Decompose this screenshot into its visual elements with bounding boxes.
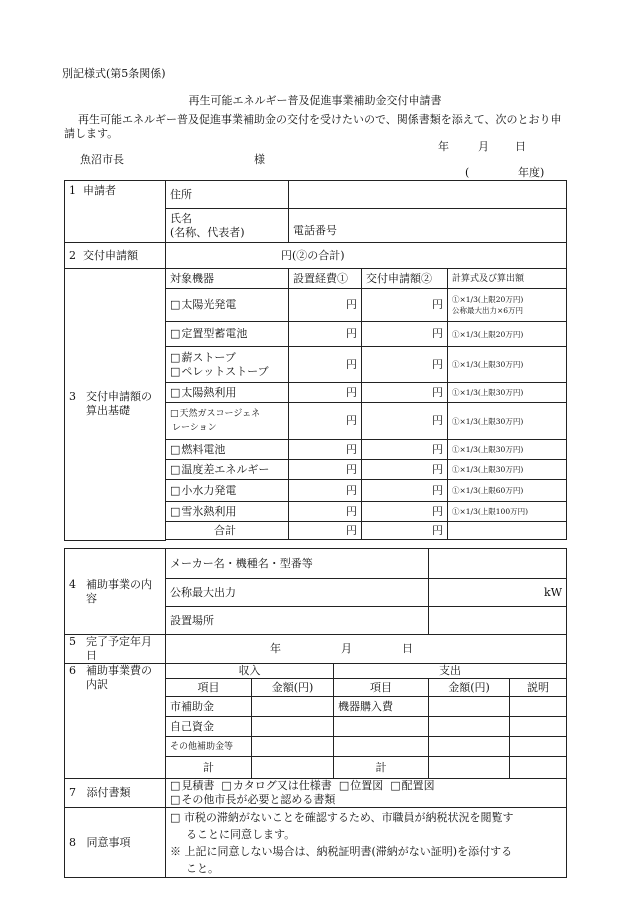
grant-cell[interactable]: 円 <box>362 440 448 460</box>
sec7-num: 7 <box>69 786 76 799</box>
consent-note-cont: こと。 <box>186 861 219 875</box>
sec1-label: 申請者 <box>83 184 116 197</box>
total-label: 合計 <box>166 522 289 540</box>
grant-cell[interactable]: 円 <box>362 502 448 522</box>
output-field[interactable]: kW <box>429 579 567 607</box>
sec6-label-cell <box>65 664 166 779</box>
grant-cell[interactable]: 円 <box>362 403 448 440</box>
total-calc-cell <box>448 522 567 540</box>
consent-note: ※ 上記に同意しない場合は、納税証明書(滞納がない証明)を添付する <box>170 844 513 858</box>
doc-layout-checkbox[interactable]: □ 配置図 <box>390 779 434 792</box>
equip-hydro[interactable]: □ 小水力発電 <box>166 480 289 502</box>
sec8-label-cell <box>65 808 166 878</box>
doc-catalog-checkbox[interactable]: □ カタログ又は仕様書 <box>221 779 331 792</box>
equip-battery[interactable]: □ 定置型蓄電池 <box>166 322 289 347</box>
fiscal-year-open: ( <box>465 166 470 179</box>
cost-cell[interactable]: 円 <box>289 289 362 322</box>
income-amount[interactable] <box>252 737 334 757</box>
equip-pellet-stove[interactable]: □ ペレットストーブ <box>170 365 288 379</box>
expense-note[interactable] <box>510 717 567 737</box>
addressee: 魚沼市長 <box>80 153 124 166</box>
expense-item: 機器購入費 <box>334 697 429 717</box>
sec1-num: 1 <box>69 184 76 197</box>
sec5-month: 月 <box>341 642 352 655</box>
col-equipment-header: 対象機器 <box>166 269 289 289</box>
total-grant-cell[interactable]: 円 <box>362 522 448 540</box>
application-table <box>64 180 567 541</box>
calc-battery: ①×1/3(上限20万円) <box>448 322 567 347</box>
maker-label: メーカー名・機種名・型番等 <box>166 549 429 579</box>
calc-snow-ice: ①×1/3(上限100万円) <box>448 502 567 522</box>
equip-solar-thermal[interactable]: □ 太陽熱利用 <box>166 383 289 403</box>
grant-cell[interactable]: 円 <box>362 289 448 322</box>
calc-stove: ①×1/3(上限30万円) <box>448 347 567 383</box>
sec5-day: 日 <box>402 642 413 655</box>
honorific: 様 <box>254 153 265 166</box>
grant-cell[interactable]: 円 <box>362 460 448 480</box>
sec3-num: 3 <box>69 390 76 404</box>
calc-solar-thermal: ①×1/3(上限30万円) <box>448 383 567 403</box>
sec5-label: 完了予定年月日 <box>86 635 152 662</box>
equip-temp-diff[interactable]: □ 温度差エネルギー <box>166 460 289 480</box>
income-item-header: 項目 <box>166 679 252 697</box>
grant-cell[interactable]: 円 <box>362 383 448 403</box>
sec1-label-cell <box>65 181 166 243</box>
sec5-num: 5 <box>69 635 76 648</box>
sec6-num: 6 <box>69 664 76 677</box>
expense-note-header: 説明 <box>510 679 567 697</box>
income-amount-header: 金額(円) <box>252 679 334 697</box>
calc-cogeneration: ①×1/3(上限30万円) <box>448 403 567 440</box>
grant-amount-field[interactable]: 円(②の合計) <box>166 243 567 269</box>
expense-total-note[interactable] <box>510 757 567 779</box>
income-header: 収入 <box>166 664 334 679</box>
sec3-label-cell <box>65 269 166 541</box>
consent-text-cont: ることに同意します。 <box>186 827 296 841</box>
expense-amount[interactable] <box>429 737 510 757</box>
calc-solar: ①×1/3(上限20万円) <box>452 295 524 304</box>
income-item: 自己資金 <box>166 717 252 737</box>
cost-cell[interactable]: 円 <box>289 383 362 403</box>
name-label: 氏名 (名称、代表者) <box>166 209 289 243</box>
fiscal-year: 年度) <box>518 166 545 179</box>
consent-checkbox-text[interactable]: □ 市税の滞納がないことを確認するため、市職員が納税状況を閲覧す <box>170 810 514 824</box>
expense-amount-header: 金額(円) <box>429 679 510 697</box>
completion-date-field[interactable] <box>166 635 567 664</box>
expense-note[interactable] <box>510 737 567 757</box>
sec4-label-cell <box>65 549 166 635</box>
calc-hydro: ①×1/3(上限60万円) <box>448 480 567 502</box>
income-total[interactable] <box>252 757 334 779</box>
income-total-label: 計 <box>166 757 252 779</box>
sec8-num: 8 <box>69 835 76 849</box>
cost-cell[interactable]: 円 <box>289 480 362 502</box>
calc-solar-2: 公称最大出力×6万円 <box>452 306 524 315</box>
page-title: 再生可能エネルギー普及促進事業補助金交付申請書 <box>188 94 442 107</box>
sec3-label: 交付申請額の算出基礎 <box>86 390 152 418</box>
total-cost-cell[interactable]: 円 <box>289 522 362 540</box>
location-field[interactable] <box>429 607 567 635</box>
grant-cell[interactable]: 円 <box>362 347 448 383</box>
income-item: 市補助金 <box>166 697 252 717</box>
expense-item-header: 項目 <box>334 679 429 697</box>
equip-snow-ice[interactable]: □ 雪氷熱利用 <box>166 502 289 522</box>
cost-cell[interactable]: 円 <box>289 460 362 480</box>
cost-cell[interactable]: 円 <box>289 440 362 460</box>
cost-cell[interactable]: 円 <box>289 403 362 440</box>
col-grant-header: 交付申請額② <box>362 269 448 289</box>
income-amount[interactable] <box>252 697 334 717</box>
doc-location-map-checkbox[interactable]: □ 位置図 <box>339 779 383 792</box>
expense-item[interactable] <box>334 717 429 737</box>
date-year: 年 <box>438 140 449 153</box>
sec5-year: 年 <box>270 642 281 655</box>
phone-label: 電話番号 <box>289 209 567 243</box>
equip-fuel-cell[interactable]: □ 燃料電池 <box>166 440 289 460</box>
col-calc-header: 計算式及び算出額 <box>448 269 567 289</box>
income-item: その他補助金等 <box>166 737 252 757</box>
expense-total[interactable] <box>429 757 510 779</box>
equip-solar[interactable]: □ 太陽光発電 <box>166 289 289 322</box>
output-label: 公称最大出力 <box>166 579 429 607</box>
expense-total-label: 計 <box>334 757 429 779</box>
date-month: 月 <box>478 140 489 153</box>
grant-cell[interactable]: 円 <box>362 480 448 502</box>
sec2-label: 交付申請額 <box>83 248 138 262</box>
sec6-label: 補助事業費の内訳 <box>86 664 152 691</box>
cost-cell[interactable]: 円 <box>289 322 362 347</box>
sec4-num: 4 <box>69 577 76 591</box>
address-field[interactable] <box>289 181 567 209</box>
grant-cell[interactable]: 円 <box>362 322 448 347</box>
sec2-label-cell <box>65 243 166 269</box>
cost-cell[interactable]: 円 <box>289 347 362 383</box>
sec7-label: 添付書類 <box>86 786 131 799</box>
col-cost-header: 設置経費① <box>289 269 362 289</box>
sec7-label-cell <box>65 779 166 808</box>
doc-other-checkbox[interactable]: □ その他市長が必要と認める書類 <box>170 793 566 807</box>
equip-cogeneration-2: レーション <box>172 423 217 433</box>
sec2-num: 2 <box>69 248 76 262</box>
expense-note[interactable] <box>510 697 567 717</box>
application-table-lower <box>64 548 567 878</box>
calc-temp-diff: ①×1/3(上限30万円) <box>448 460 567 480</box>
calc-fuel-cell: ①×1/3(上限30万円) <box>448 440 567 460</box>
expense-item[interactable] <box>334 737 429 757</box>
location-label: 設置場所 <box>166 607 429 635</box>
intro-text: 再生可能エネルギー普及促進事業補助金の交付を受けたいので、関係書類を添えて、次のとおり申請します。 <box>64 113 562 140</box>
sec8-label: 同意事項 <box>86 835 131 849</box>
expense-header: 支出 <box>334 664 567 679</box>
doc-estimate-checkbox[interactable]: □ 見積書 <box>170 779 214 792</box>
date-day: 日 <box>515 140 526 153</box>
address-label: 住所 <box>166 181 289 209</box>
income-amount[interactable] <box>252 717 334 737</box>
equip-wood-stove[interactable]: □ 薪ストーブ <box>170 351 288 365</box>
form-number: 別記様式(第5条関係) <box>62 67 166 80</box>
cost-cell[interactable]: 円 <box>289 502 362 522</box>
sec4-label: 補助事業の内容 <box>86 577 152 605</box>
expense-amount[interactable] <box>429 697 510 717</box>
sec5-label-cell <box>65 635 166 664</box>
equip-cogeneration[interactable]: □ 天然ガスコージェネ <box>170 407 288 421</box>
expense-amount[interactable] <box>429 717 510 737</box>
maker-field[interactable] <box>429 549 567 579</box>
